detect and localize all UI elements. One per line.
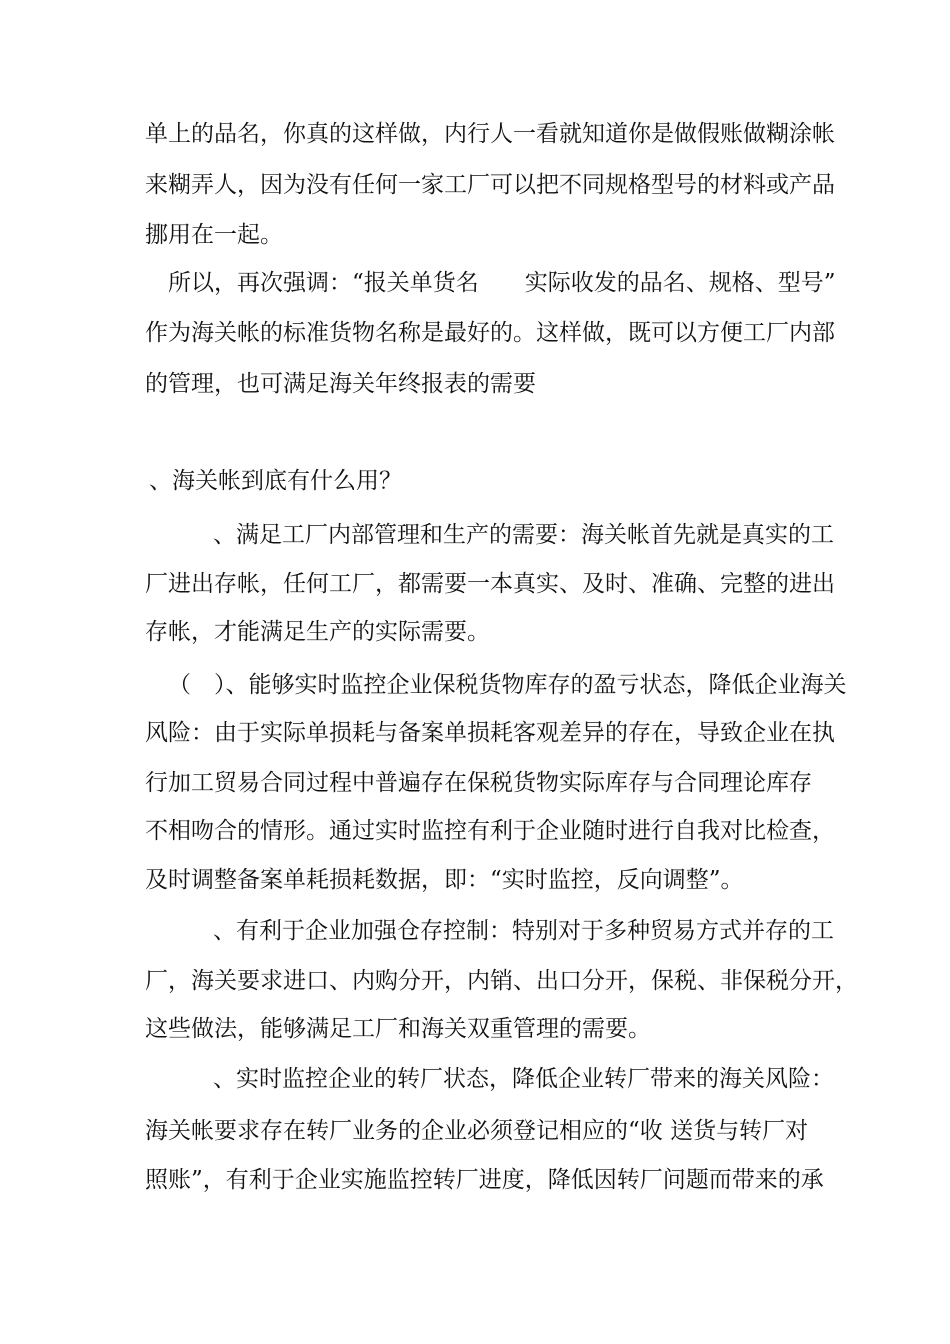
text-line: 挪用在一起。	[145, 222, 283, 248]
text-line: 单上的品名，你真的这样做，内行人一看就知道你是做假账做糊涂帐	[145, 121, 835, 147]
section-heading: 、海关帐到底有什么用？	[149, 468, 402, 494]
text-line: 厂，海关要求进口、内购分开，内销、出口分开，保税、非保税分开，	[145, 968, 858, 994]
text-line: 这些做法，能够满足工厂和海关双重管理的需要。	[145, 1016, 651, 1042]
text-line: 风险：由于实际单损耗与备案单损耗客观差异的存在，导致企业在执	[145, 720, 835, 746]
text-line: 、满足工厂内部管理和生产的需要：海关帐首先就是真实的工	[213, 522, 834, 548]
text-line: （ ）、能够实时监控企业保税货物库存的盈亏状态，降低企业海关	[168, 672, 847, 698]
text-line: 海关帐要求存在转厂业务的企业必须登记相应的“收 送货与转厂对	[145, 1118, 809, 1144]
text-line: 厂进出存帐，任何工厂，都需要一本真实、及时、准确、完整的进出	[145, 571, 835, 597]
text-line: 、有利于企业加强仓存控制：特别对于多种贸易方式并存的工	[213, 918, 834, 944]
text-line: 的管理，也可满足海关年终报表的需要	[145, 371, 536, 397]
text-line: 照账”，有利于企业实施监控转厂进度，降低因转厂问题而带来的承	[145, 1167, 824, 1193]
text-line: 及时调整备案单耗损耗数据，即：“实时监控，反向调整”。	[145, 867, 744, 893]
text-line: 存帐，才能满足生产的实际需要。	[145, 619, 490, 645]
text-line: 行加工贸易合同过程中普遍存在保税货物实际库存与合同理论库存	[145, 770, 812, 796]
text-line: 所以，再次强调：“报关单货名 实际收发的品名、规格、型号”	[168, 270, 836, 296]
text-line: 不相吻合的情形。通过实时监控有利于企业随时进行自我对比检查，	[145, 818, 835, 844]
text-line: 来糊弄人，因为没有任何一家工厂可以把不同规格型号的材料或产品	[145, 172, 835, 198]
text-line: 、实时监控企业的转厂状态，降低企业转厂带来的海关风险：	[213, 1066, 834, 1092]
text-line: 作为海关帐的标准货物名称是最好的。这样做，既可以方便工厂内部	[145, 320, 835, 346]
